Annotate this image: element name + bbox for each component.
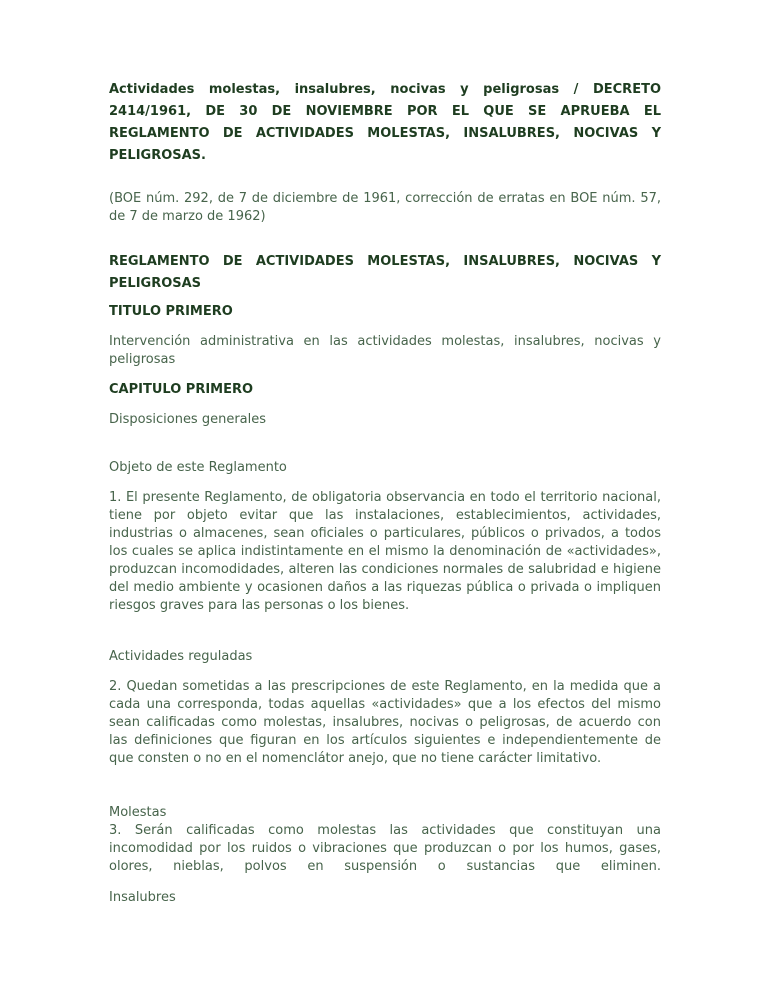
article-3-label: Molestas <box>109 805 167 820</box>
article-2-label: Actividades reguladas <box>109 649 253 664</box>
article-2-text: 2. Quedan sometidas a las prescripciones de este Reglamento, en la medida que a cada una corresponda, todas aquellas «actividades» que a los efectos del mismo sean calificadas como molestas, insalubres, nocivas o peligrosas, de acuerdo con las definiciones que figuran en los artículos siguientes e independientemente de que consten o no en el nomenclátor anejo, que no tiene carácter limitativo. <box>109 679 661 766</box>
capitulo-primero-text: Disposiciones generales <box>109 412 267 427</box>
boe-reference: (BOE núm. 292, de 7 de diciembre de 1961, corrección de erratas en BOE núm. 57, de 7 de marzo de 1962) <box>109 191 661 224</box>
capitulo-primero-heading: CAPITULO PRIMERO <box>109 382 254 397</box>
article-1-label: Objeto de este Reglamento <box>109 460 287 475</box>
document-title: Actividades molestas, insalubres, nocivas y peligrosas / DECRETO 2414/1961, DE 30 DE NOVIEMBRE POR EL QUE SE APRUEBA EL REGLAMENTO DE ACTIVIDADES MOLESTAS, INSALUBRES, NOCIVAS Y PELIGROSAS. <box>109 82 661 163</box>
article-4-label: Insalubres <box>109 890 176 905</box>
titulo-primero-text: Intervención administrativa en las actividades molestas, insalubres, nocivas y peligrosas <box>109 334 661 367</box>
article-3-block <box>109 804 661 876</box>
titulo-primero-heading: TITULO PRIMERO <box>109 304 233 319</box>
article-1-text: 1. El presente Reglamento, de obligatoria observancia en todo el territorio nacional, tiene por objeto evitar que las instalaciones, establecimientos, actividades, industrias o almacenes, sean oficiales o particulares, públicos o privados, a todos los cuales se aplica indistintamente en el mismo la denominación de «actividades», produzcan incomodidades, alteren las condiciones normales de salubridad e higiene del medio ambiente y ocasionen daños a las riquezas pública o privada o impliquen riesgos graves para las personas o los bienes. <box>109 490 661 613</box>
reglamento-heading: REGLAMENTO DE ACTIVIDADES MOLESTAS, INSALUBRES, NOCIVAS Y PELIGROSAS <box>109 254 661 291</box>
article-3-text: 3. Serán calificadas como molestas las actividades que constituyan una incomodidad por los ruidos o vibraciones que produzcan o por los humos, gases, olores, nieblas, polvos en suspensión o sustancias que eliminen. <box>109 823 661 874</box>
